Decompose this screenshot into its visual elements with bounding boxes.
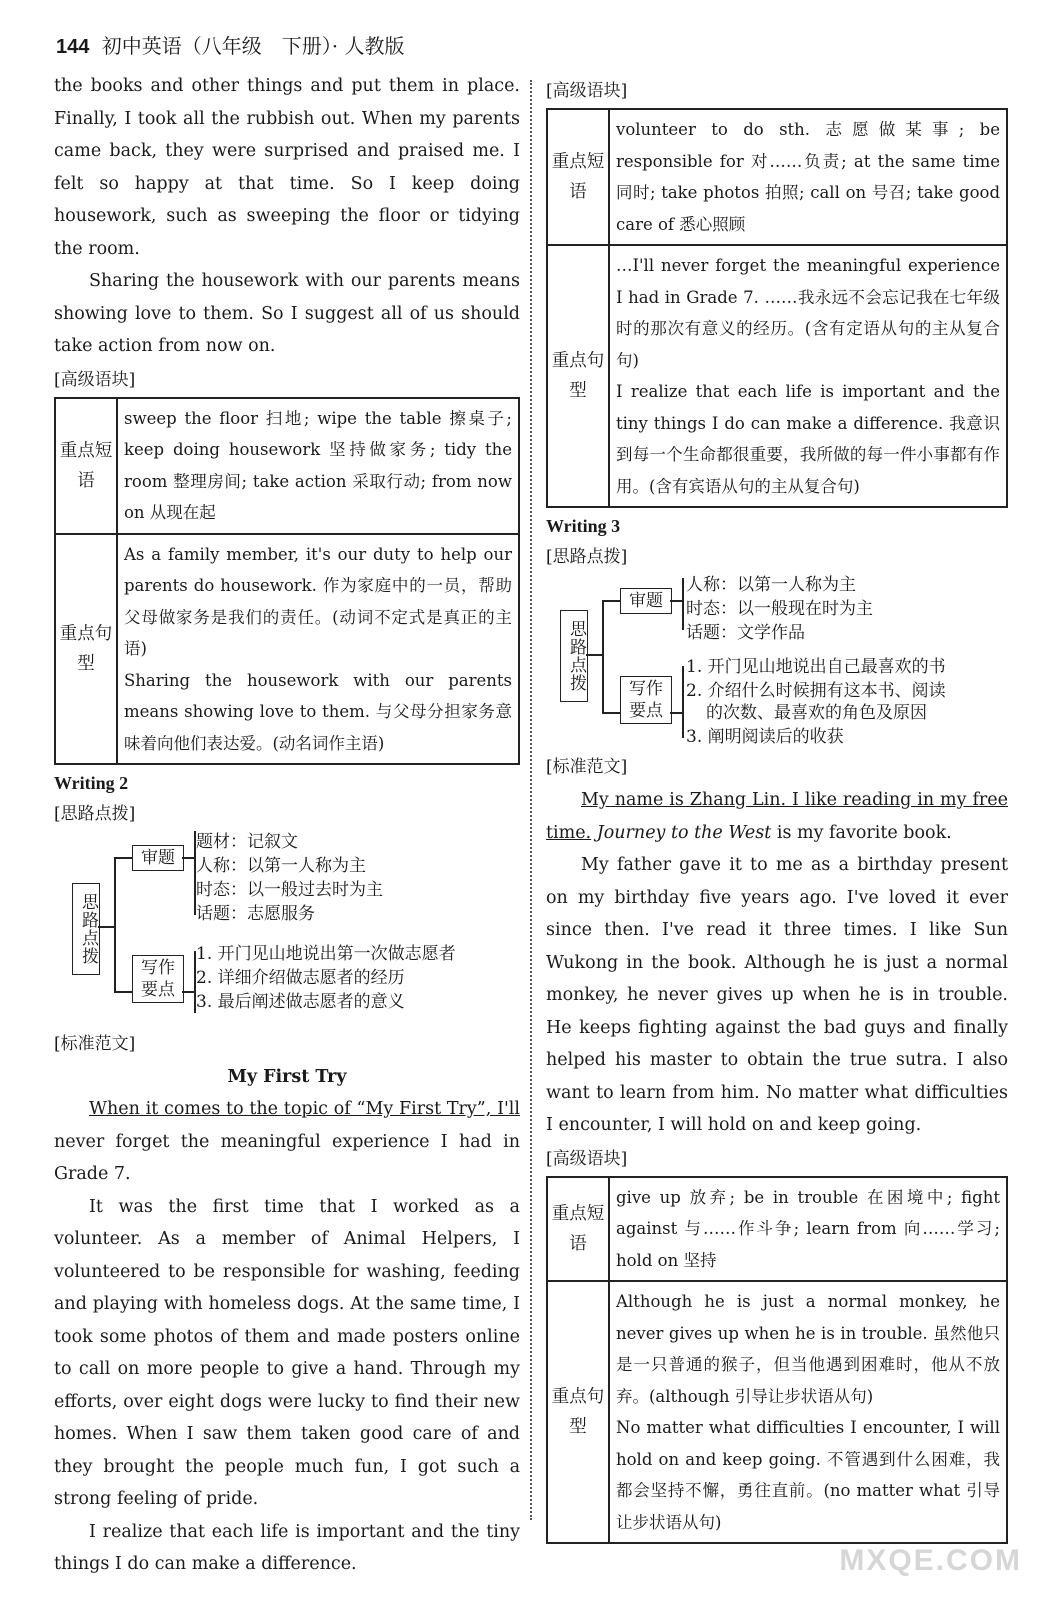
writing-title: Writing 2 bbox=[54, 773, 129, 793]
mind-map-item: 2. 详细介绍做志愿者的经历 bbox=[196, 968, 405, 988]
sentence-item: As a family member, it's our duty to help our parents do housework. 作为家庭中的一员，帮助父母做家务是我们的责任。(动词不定式是真正的主语) bbox=[124, 544, 512, 658]
sentence-item: Sharing the housework with our parents means showing love to them. 与父母分担家务意味着向他们表达爱。(动名词作主语) bbox=[124, 670, 512, 753]
section-tag: [标准范文] bbox=[546, 757, 628, 777]
column-divider bbox=[530, 80, 532, 1520]
row-label: 重点短语 bbox=[55, 398, 117, 534]
phrase-cell: volunteer to do sth. 志愿做某事; be responsible for 对……负责; at the same time 同时; take photos 拍照; call on 号召; take good care of 悉心照顾 bbox=[609, 109, 1007, 245]
mind-map-root: 思路点拨 bbox=[560, 610, 588, 702]
mind-map bbox=[54, 831, 520, 1027]
connector-line bbox=[682, 578, 684, 630]
row-label: 重点句型 bbox=[547, 245, 609, 507]
connector-line bbox=[682, 666, 684, 738]
page-header bbox=[56, 30, 404, 59]
mind-map-item: 时态：以一般过去时为主 bbox=[196, 880, 383, 900]
sentence-cell bbox=[609, 1281, 1007, 1543]
connector-line bbox=[98, 926, 114, 928]
essay-paragraph: My father gave it to me as a birthday present on my birthday five years ago. I've loved it ever since then. I've read it three times. I like Sun Wukong in the book. Although he is just a normal monkey, he never gives up when he is in trouble. He keeps fighting against the bad guys and finally helped his master to obtain the true sutra. I also want to learn from him. No matter what difficulties I encounter, I will hold on and keep going. bbox=[546, 855, 1008, 1135]
section-tag: [思路点拨] bbox=[546, 547, 628, 567]
phrase-table bbox=[546, 108, 1008, 508]
essay-text: is my favorite book. bbox=[771, 822, 952, 843]
mind-map-item: 话题：志愿服务 bbox=[196, 904, 315, 924]
mind-map bbox=[546, 574, 1008, 750]
connector-line bbox=[670, 712, 682, 714]
essay-paragraph: the books and other things and put them in place. Finally, I took all the rubbish out. When my parents came back, they were surprised and praised me. I felt so happy at that time. So I keep doing housework, such as sweeping the floor or tidying the room. bbox=[54, 76, 520, 259]
essay-paragraph: I realize that each life is important and the tiny things I do can make a difference. bbox=[54, 1521, 520, 1574]
book-title: 初中英语（八年级 下册）· 人教版 bbox=[101, 34, 405, 58]
mind-map-branch: 审题 bbox=[620, 588, 672, 614]
left-column bbox=[54, 70, 520, 1581]
page-number: 144 bbox=[56, 36, 90, 58]
row-label: 重点句型 bbox=[547, 1281, 609, 1543]
connector-line bbox=[114, 991, 132, 993]
mind-map-item: 2. 介绍什么时候拥有这本书、阅读 bbox=[686, 681, 946, 701]
underlined-text: My name is Zhang Lin. I like reading in my free time. bbox=[546, 790, 1008, 843]
connector-line bbox=[586, 654, 602, 656]
essay-title: My First Try bbox=[227, 1067, 347, 1087]
row-label: 重点句型 bbox=[55, 534, 117, 765]
sentence-cell bbox=[117, 534, 519, 765]
connector-line bbox=[182, 991, 194, 993]
mind-map-branch: 审题 bbox=[132, 845, 184, 871]
right-column bbox=[546, 74, 1008, 1548]
mind-map-item: 话题：文学作品 bbox=[686, 623, 805, 643]
connector-line bbox=[114, 857, 132, 859]
sentence-cell bbox=[609, 245, 1007, 507]
phrase-table bbox=[546, 1176, 1008, 1545]
book-title-italic: Journey to the West bbox=[596, 822, 772, 843]
mind-map-item: 3. 最后阐述做志愿者的意义 bbox=[196, 992, 405, 1012]
phrase-cell: give up 放弃; be in trouble 在困境中; fight against 与……作斗争; learn from 向……学习; hold on 坚持 bbox=[609, 1177, 1007, 1282]
mind-map-item: 1. 开门见山地说出第一次做志愿者 bbox=[196, 944, 456, 964]
mind-map-item: 人称：以第一人称为主 bbox=[196, 856, 366, 876]
writing-title: Writing 3 bbox=[546, 516, 621, 536]
essay-paragraph: Sharing the housework with our parents means showing love to them. So I suggest all of us should take action from now on. bbox=[54, 271, 520, 356]
underlined-text: When it comes to the topic of “My First Try”, I'll bbox=[89, 1099, 520, 1119]
phrase-table bbox=[54, 397, 520, 766]
connector-line bbox=[602, 600, 620, 602]
sentence-item: Although he is just a normal monkey, he never gives up when he is in trouble. 虽然他只是一只普通的猴子，但当他遇到困难时，他从不放弃。(although 引导让步状语从句) bbox=[616, 1292, 1000, 1406]
mind-map-item: 的次数、最喜欢的角色及原因 bbox=[706, 703, 927, 723]
sentence-item: …I'll never forget the meaningful experience I had in Grade 7. ……我永远不会忘记我在七年级时的那次有意义的经历。(含有定语从句的主从复合句) bbox=[616, 256, 1000, 370]
connector-line bbox=[670, 600, 682, 602]
section-tag: [思路点拨] bbox=[54, 804, 136, 824]
essay-paragraph: It was the first time that I worked as a volunteer. As a member of Animal Helpers, I volunteered to be responsible for washing, feeding and playing with homeless dogs. At the same time, I took some photos of them and made posters online to call on more people to give a hand. Through my efforts, over eight dogs were lucky to find their new homes. When I saw them taken good care of and they brought the people much fun, I got such a strong feeling of pride. bbox=[54, 1196, 520, 1509]
section-tag: [标准范文] bbox=[54, 1034, 136, 1054]
mind-map-branch: 写作 要点 bbox=[620, 676, 672, 724]
mind-map-item: 时态：以一般现在时为主 bbox=[686, 599, 873, 619]
mind-map-item: 题材：记叙文 bbox=[196, 832, 298, 852]
mind-map-item: 3. 阐明阅读后的收获 bbox=[686, 727, 844, 747]
mind-map-item: 人称：以第一人称为主 bbox=[686, 575, 856, 595]
mind-map-item: 1. 开门见山地说出自己最喜欢的书 bbox=[686, 657, 946, 677]
phrase-cell: sweep the floor 扫地; wipe the table 擦桌子; keep doing housework 坚持做家务; tidy the room 整理房间; take action 采取行动; from now on 从现在起 bbox=[117, 398, 519, 534]
connector-line bbox=[602, 600, 604, 712]
essay-text: never forget the meaningful experience I had in Grade 7. bbox=[54, 1131, 520, 1184]
connector-line bbox=[182, 857, 194, 859]
mind-map-root: 思路点拨 bbox=[72, 883, 100, 975]
section-tag: [高级语块] bbox=[546, 81, 628, 101]
connector-line bbox=[602, 712, 620, 714]
sentence-item: I realize that each life is important and the tiny things I do can make a difference. 我意识到每一个生命都很重要，我所做的每一件小事都有作用。(含有宾语从句的主从复合句) bbox=[616, 382, 1000, 496]
watermark-logo: MXQE.COM bbox=[839, 1544, 1022, 1577]
row-label: 重点短语 bbox=[547, 1177, 609, 1282]
mind-map-branch: 写作 要点 bbox=[132, 955, 184, 1003]
section-tag: [高级语块] bbox=[546, 1148, 628, 1169]
section-tag: [高级语块] bbox=[54, 369, 136, 390]
row-label: 重点短语 bbox=[547, 109, 609, 245]
sentence-item: No matter what difficulties I encounter, I will hold on and keep going. 不管遇到什么困难，我都会坚持不懈，勇往直前。(no matter what 引导让步状语从句) bbox=[616, 1418, 1000, 1532]
connector-line bbox=[114, 857, 116, 991]
